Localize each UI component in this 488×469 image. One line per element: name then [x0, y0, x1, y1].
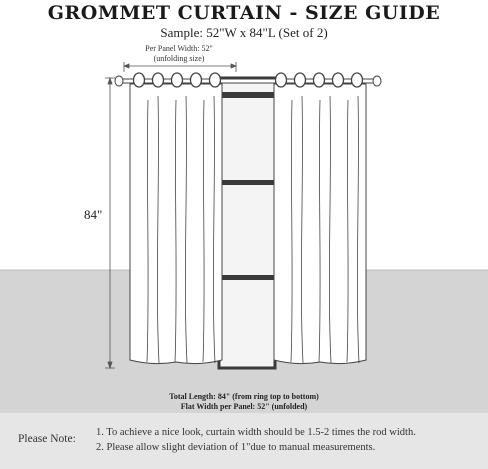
notes-label: Please Note: [18, 433, 76, 445]
window-frame [219, 78, 275, 368]
note-item-1: 1. To achieve a nice look, curtain width should be 1.5-2 times the rod width. [96, 427, 416, 438]
panel-width-label [120, 44, 238, 64]
length-label: 84" [84, 207, 103, 222]
guide-subtitle: Sample: 52"W x 84"L (Set of 2) [160, 25, 328, 40]
total-length-caption: Total Length: 84" (from ring top to bottom) [169, 392, 319, 401]
flat-width-caption: Flat Width per Panel: 52" (unfolded) [180, 402, 308, 411]
left-curtain-panel [130, 84, 222, 364]
guide-title: GROMMET CURTAIN - SIZE GUIDE [47, 2, 441, 24]
panel-width-line2: (unfolding size) [153, 54, 205, 63]
note-item-2: 2. Please allow slight deviation of 1"due to manual measurements. [96, 442, 376, 453]
panel-width-line1: Per Panel Width: 52" [145, 44, 213, 53]
right-curtain-panel [274, 84, 366, 364]
